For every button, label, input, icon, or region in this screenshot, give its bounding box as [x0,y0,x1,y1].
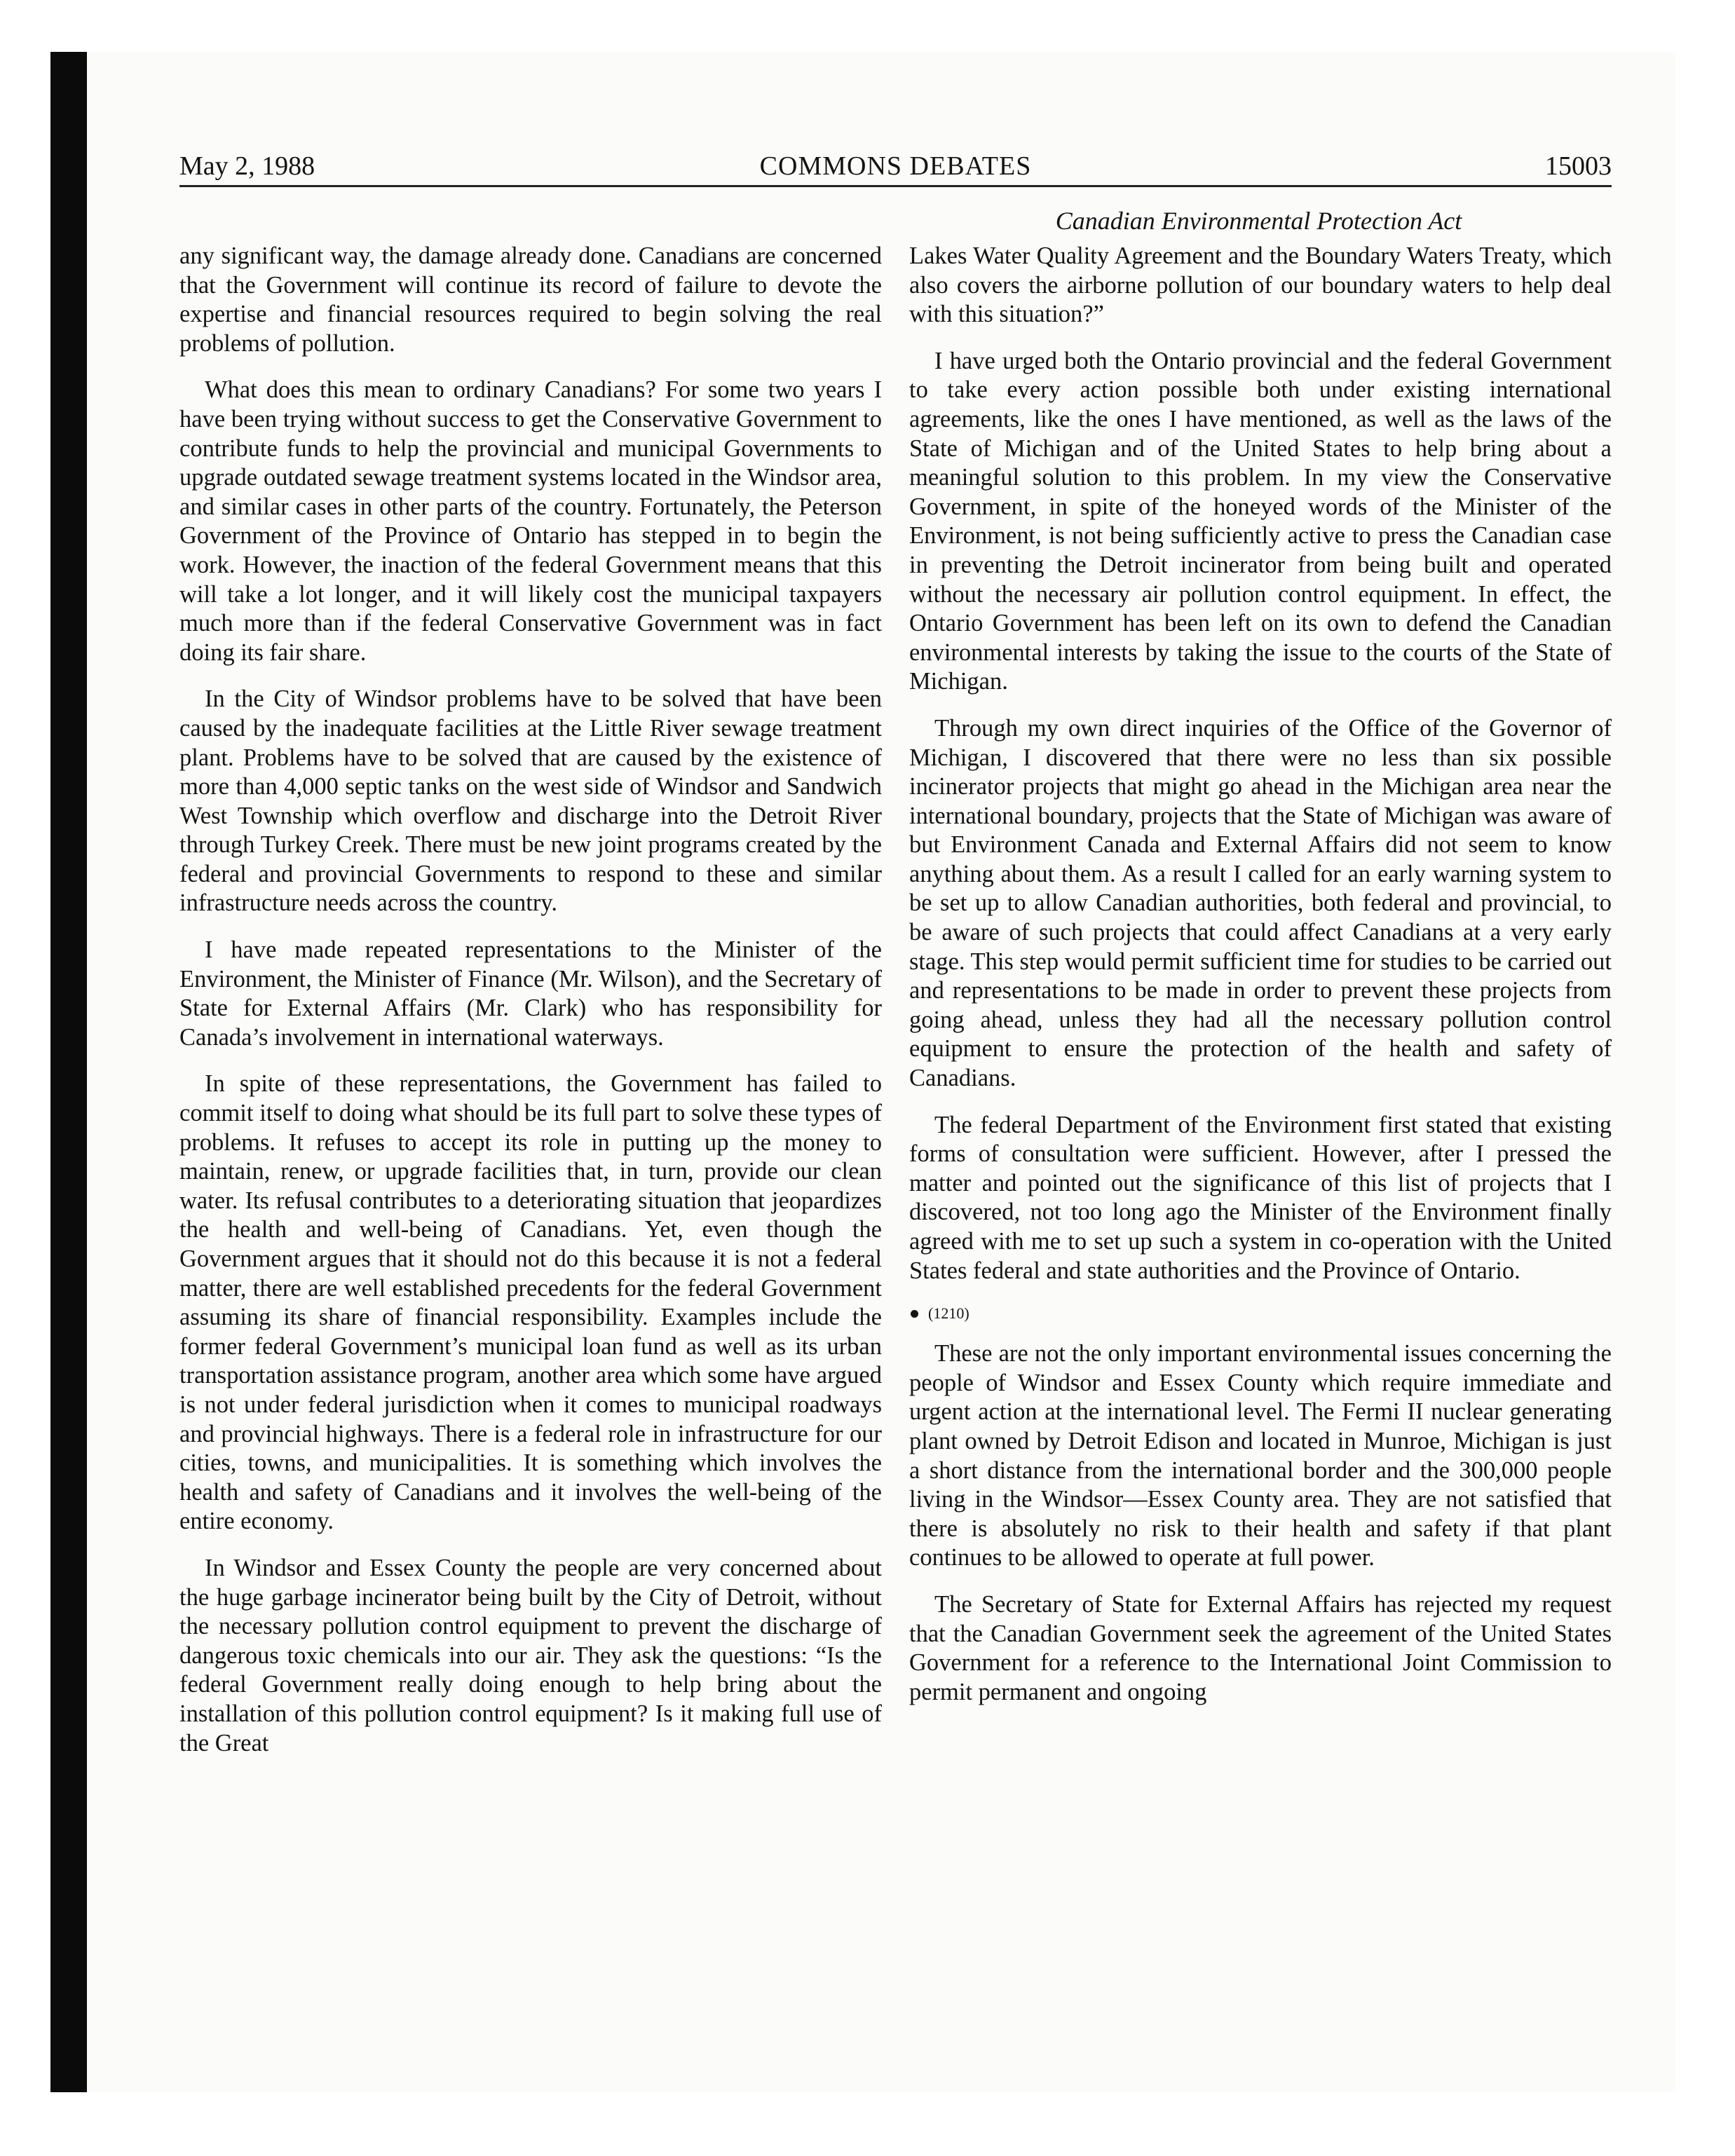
scan-edge-bar [50,52,87,2092]
page-header [179,149,1612,187]
header-title: COMMONS DEBATES [759,151,1032,181]
left-paragraph-2: What does this mean to ordinary Canadians? For some two years I have been trying without success to get the Conservative Government to contribute funds to help the provincial and municipal Governments to upgrade outdated sewage treatment systems located in the Windsor area, and similar cases in other parts of the country. Fortunately, the Peterson Government of the Province of Ontario has stepped in to begin the work. However, the inaction of the federal Government means that this will take a lot longer, and it will likely cost the municipal taxpayers much more than if the federal Conservative Government was in fact doing its fair share. [179,376,882,666]
left-paragraph-6: In Windsor and Essex County the people are very concerned about the huge garbage incinerator being built by the City of Detroit, without the necessary pollution control equipment to prevent the discharge of dangerous toxic chemicals into our air. They ask the questions: “Is the federal Government really doing enough to help bring about the installation of this pollution control equipment? Is it making full use of the Great [179,1554,882,1756]
right-paragraph-2: I have urged both the Ontario provincial and the federal Government to take every action possible both under existing international agreements, like the ones I have mentioned, as well as the laws of the State of Michigan and of the United States to help bring about a meaningful solution to this problem. In my view the Conservative Government, in spite of the honeyed words of the Minister of the Environment, is not being sufficiently active to press the Canadian case in preventing the Detroit incinerator from being built and operated without the necessary air pollution control equipment. In effect, the Ontario Government has been left on its own to defend the Canadian environmental interests by taking the issue to the courts of the State of Michigan. [909,347,1612,695]
header-page-number: 15003 [1545,151,1612,181]
bullet-icon [911,1310,918,1318]
left-paragraph-1: any significant way, the damage already done. Canadians are concerned that the Government will continue its record of failure to devote the expertise and financial resources required to begin solving the real problems of pollution. [179,243,882,357]
right-paragraph-3: Through my own direct inquiries of the Office of the Governor of Michigan, I discovered that there were no less than six possible incinerator projects that might go ahead in the Michigan area near the international boundary, projects that the State of Michigan was aware of but Environment Canada and External Affairs did not seem to know anything about them. As a result I called for an early warning system to be set up to allow Canadian authorities, both federal and provincial, to be aware of such projects that could affect Canadians at a very early stage. This step would permit sufficient time for studies to be carried out and representations to be made in order to prevent these projects from going ahead, unless they had all the necessary pollution control equipment to ensure the protection of the health and safety of Canadians. [909,714,1612,1092]
right-paragraph-6: The Secretary of State for External Affairs has rejected my request that the Canadian Government seek the agreement of the United States Government for a reference to the International Joint Commission to permit permanent and ongoing [909,1590,1612,1705]
time-marker [911,1303,1612,1324]
left-paragraph-4: I have made repeated representations to the Minister of the Environment, the Minister of Finance (Mr. Wilson), and the Secretary of State for External Affairs (Mr. Clark) who has responsibility for Canada’s involvement in international waterways. [179,936,882,1051]
header-date: May 2, 1988 [179,151,315,181]
right-paragraph-1: Lakes Water Quality Agreement and the Boundary Waters Treaty, which also covers the airborne pollution of our boundary waters to help deal with this situation?” [909,243,1612,328]
right-paragraph-4: The federal Department of the Environment first stated that existing forms of consultation were sufficient. However, after I pressed the matter and pointed out the significance of this list of projects that I discovered, not too long ago the Minister of the Environment finally agreed with me to set up such a system in co-operation with the United States federal and state authorities and the Province of Ontario. [909,1111,1612,1284]
right-column [909,242,1612,1724]
left-paragraph-5: In spite of these representations, the Government has failed to commit itself to doing what should be its full part to solve these types of problems. It refuses to accept its role in putting up the money to maintain, renew, or upgrade facilities that, in turn, provide our clean water. Its refusal contributes to a deteriorating situation that jeopardizes the health and well-being of Canadians. Yet, even though the Government argues that it should not do this because it is not a federal matter, there are well established precedents for the federal Government assuming its share of financial responsibility. Examples include the former federal Government’s municipal loan fund as well as its urban transportation assistance program, another area which some have argued is not under federal jurisdiction when it comes to municipal roadways and provincial highways. There is a federal role in infrastructure for our cities, towns, and municipalities. It is something which involves the health and safety of Canadians and it involves the well-being of the entire economy. [179,1070,882,1535]
left-column [179,242,882,1775]
left-paragraph-3: In the City of Windsor problems have to be solved that have been caused by the inadequate facilities at the Little River sewage treatment plant. Problems have to be solved that are caused by the existence of more than 4,000 septic tanks on the west side of Windsor and Sandwich West Township which overflow and discharge into the Detroit River through Turkey Creek. There must be new joint programs created by the federal and provincial Governments to respond to these and similar infrastructure needs across the country. [179,685,882,917]
time-marker-label: (1210) [928,1304,969,1323]
right-paragraph-5: These are not the only important environmental issues concerning the people of Windsor and Essex County which require immediate and urgent action at the international level. The Fermi II nuclear generating plant owned by Detroit Edison and located in Munroe, Michigan is just a short distance from the international border and the 300,000 people living in the Windsor—Essex County area. They are not satisfied that there is absolutely no risk to their health and safety if that plant continues to be allowed to operate at full power. [909,1340,1612,1571]
running-head: Canadian Environmental Protection Act [1055,207,1462,235]
